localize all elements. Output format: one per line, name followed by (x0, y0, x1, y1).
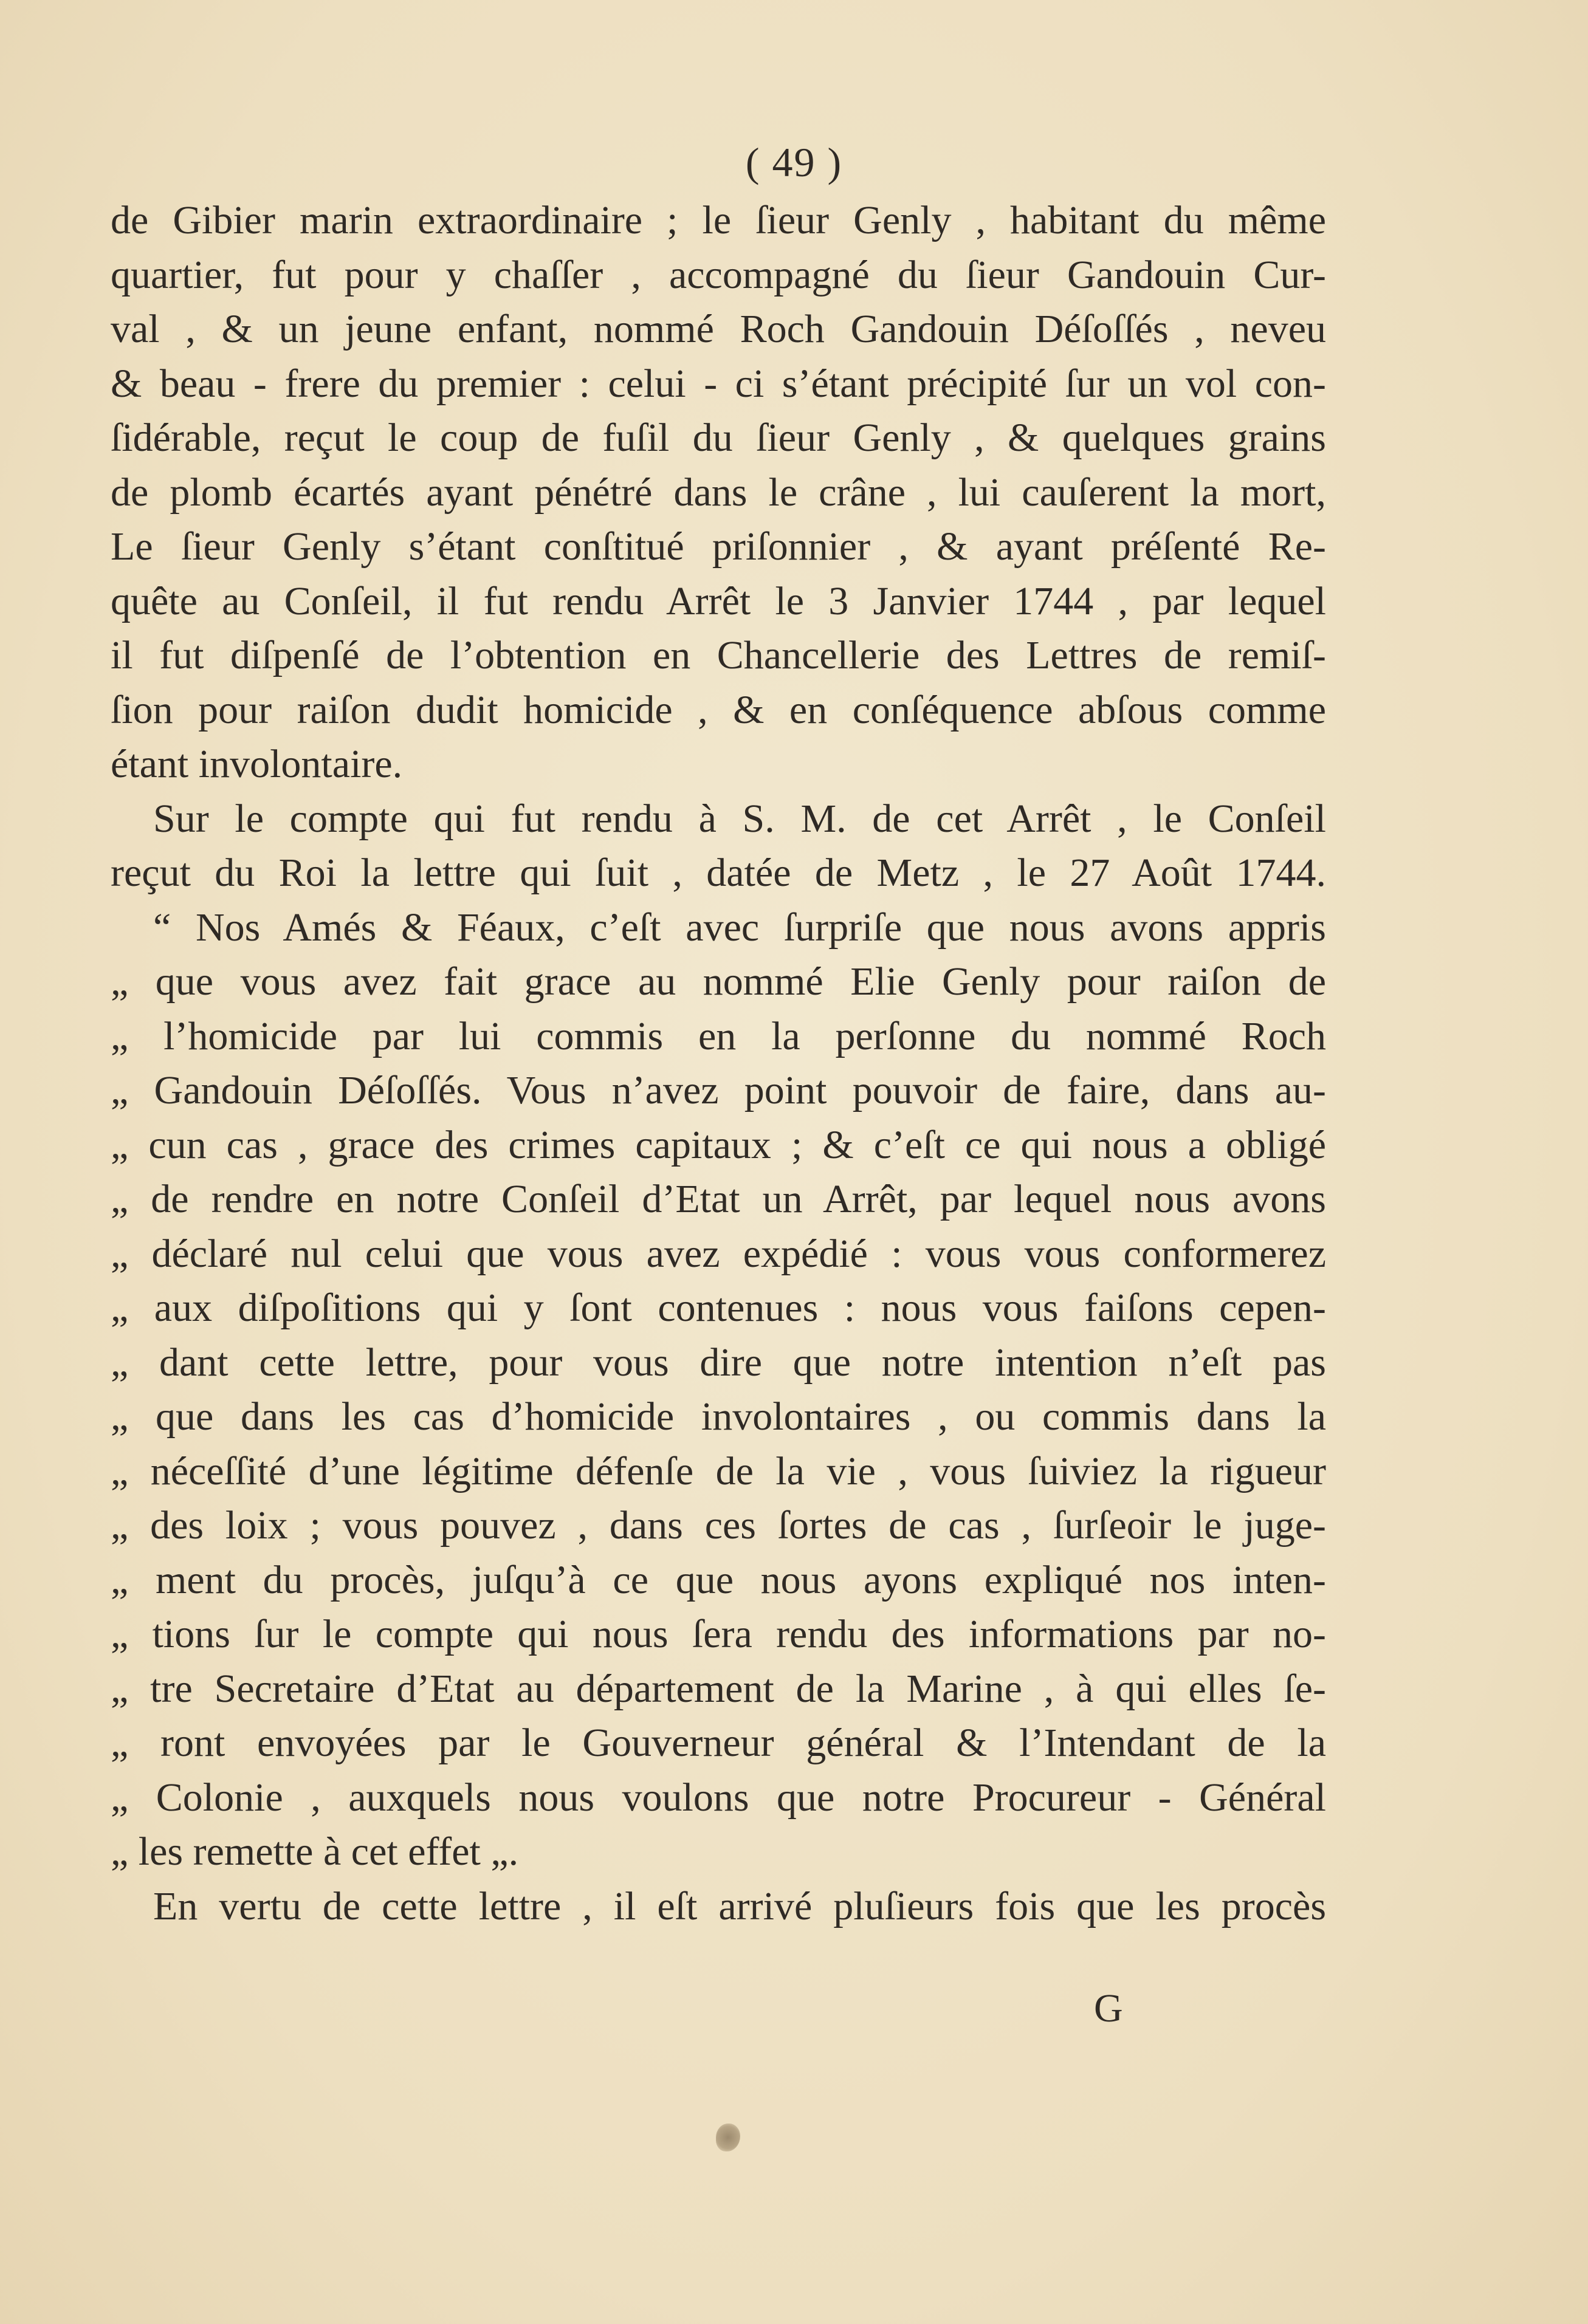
quote-line: „ néceſſité d’une légitime défenſe de la vie , vous ſuiviez la rigueur (111, 1448, 1326, 1493)
text-line: ſidérable, reçut le coup de fuſil du ſieur Genly , & quelques grains (111, 416, 1326, 460)
quote-line: „ cun cas , grace des crimes capitaux ; & c’eſt ce qui nous a obligé (111, 1122, 1326, 1167)
quote-line: „ de rendre en notre Conſeil d’Etat un Arrêt, par lequel nous avons (111, 1177, 1326, 1221)
text-line: il fut diſpenſé de l’obtention en Chancellerie des Lettres de remiſ- (111, 633, 1326, 677)
text-line: quête au Conſeil, il fut rendu Arrêt le 3 Janvier 1744 , par lequel (111, 578, 1326, 623)
quote-line: „ ment du procès, juſqu’à ce que nous ayons expliqué nos inten- (111, 1557, 1326, 1602)
body-text (111, 193, 1326, 1933)
quote-line: „ l’homicide par lui commis en la perſonne du nommé Roch (111, 1013, 1326, 1058)
text-line: Le ſieur Genly s’étant conſtitué priſonnier , & ayant préſenté Re- (111, 524, 1326, 569)
quote-line: „ Colonie , auxquels nous voulons que notre Procureur - Général (111, 1775, 1326, 1820)
quote-line: “ Nos Amés & Féaux, c’eſt avec ſurpriſe que nous avons appris (153, 905, 1326, 950)
ink-stain (716, 2123, 740, 2151)
text-line: de plomb écartés ayant pénétré dans le crâne , lui cauſerent la mort, (111, 470, 1326, 515)
quote-line: „ dant cette lettre, pour vous dire que notre intention n’eſt pas (111, 1340, 1326, 1385)
quote-line: „ que vous avez fait grace au nommé Elie Genly pour raiſon de (111, 959, 1326, 1004)
text-line: val , & un jeune enfant, nommé Roch Gandouin Déſoſſés , neveu (111, 307, 1326, 351)
quote-line: „ tre Secretaire d’Etat au département de la Marine , à qui elles ſe- (111, 1666, 1326, 1711)
quote-line: „ déclaré nul celui que vous avez expédié : vous vous conformerez (111, 1231, 1326, 1276)
text-line: de Gibier marin extraordinaire ; le ſieur Genly , habitant du même (111, 198, 1326, 242)
text-line: reçut du Roi la lettre qui ſuit , datée de Metz , le 27 Août 1744. (111, 851, 1326, 895)
quote-line: „ tions ſur le compte qui nous ſera rendu des informations par no- (111, 1612, 1326, 1656)
quote-line: „ ront envoyées par le Gouverneur général & l’Intendant de la (111, 1721, 1326, 1765)
quote-line: „ que dans les cas d’homicide involontaires , ou commis dans la (111, 1394, 1326, 1439)
text-line: & beau - frere du premier : celui - ci s’étant précipité ſur un vol con- (111, 361, 1326, 406)
quote-line: „ des loix ; vous pouvez , dans ces ſortes de cas , ſurſeoir le juge- (111, 1503, 1326, 1548)
text-line: quartier, fut pour y chaſſer , accompagné du ſieur Gandouin Cur- (111, 252, 1326, 297)
quote-line: „ aux diſpoſitions qui y ſont contenues : nous vous faiſons cepen- (111, 1286, 1326, 1330)
page-number: ( 49 ) (745, 139, 843, 185)
text-line: étant involontaire. (111, 742, 403, 786)
text-line: ſion pour raiſon dudit homicide , & en conſéquence abſous comme (111, 687, 1326, 732)
text-line: En vertu de cette lettre , il eſt arrivé pluſieurs fois que les procès (153, 1884, 1326, 1928)
quote-line: „ Gandouin Déſoſſés. Vous n’avez point pouvoir de faire, dans au- (111, 1068, 1326, 1112)
signature-mark: G (1094, 1986, 1123, 2031)
text-line: Sur le compte qui fut rendu à S. M. de cet Arrêt , le Conſeil (153, 796, 1326, 841)
quote-line: „ les remette à cet effet „. (111, 1829, 519, 1874)
